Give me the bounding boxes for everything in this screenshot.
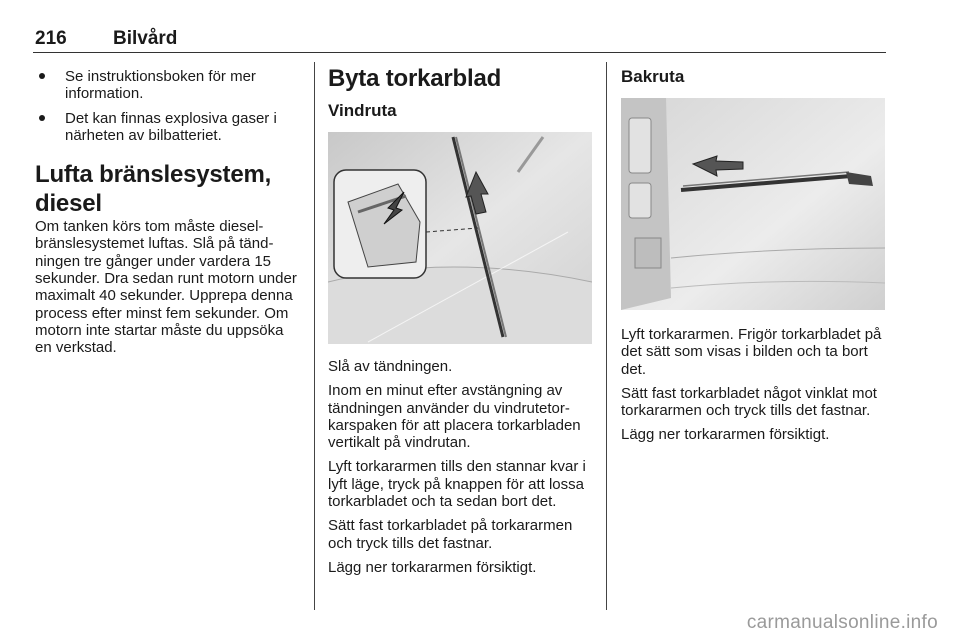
subsection-heading: Vindruta [328,101,397,120]
page-header [33,28,886,53]
bullet-list [35,68,301,144]
body-paragraph: Slå av tändningen. [328,358,453,375]
body-paragraph: Lägg ner torkararmen försiktigt. [328,558,537,576]
windshield-wiper-illustration [328,132,592,344]
section-heading: Lufta bränslesystem, diesel [35,161,272,218]
column-divider [606,62,607,610]
column-divider [314,62,315,610]
column-right [621,62,886,451]
body-paragraph: Sätt fast torkarbladet något vinklat mot torkararmen och tryck tills det fastnar. [621,384,877,420]
body-paragraph: Sätt fast torkarbladet på torkararmen och tryck tills det fastnar. [328,517,573,552]
body-paragraph: Inom en minut efter avstängning av tändningen använder du vindrutetorkarspaken för att placera torkarbladen vertikalt på vindrutan. [328,382,581,452]
column-middle [328,62,594,583]
list-item: Det kan finnas explosiva gaser i närheten av bilbatteriet. [35,110,301,145]
watermark: carmanualsonline.info [746,612,938,633]
subsection-heading: Bakruta [621,67,685,86]
body-paragraph: Lägg ner torkararmen försiktigt. [621,426,830,444]
body-paragraph: Om tanken körs tom måste dieselbränslesystemet luftas. Slå på tändningen tre gånger under vardera 15 sekunder. Dra sedan runt motorn under maximalt 40 sekunder. Upprepa denna process efter minst fem sekunder. Om motorn inte startar måste du uppsöka en verkstad. [35,218,297,357]
body-paragraph: Lyft torkararmen. Frigör torkarbladet på det sätt som visas i bilden och ta bort det. [621,326,882,378]
column-left [35,62,301,364]
bullet-icon [39,115,45,121]
section-title: Bilvård [113,28,178,49]
rear-window-wiper-illustration [621,98,885,310]
section-heading: Byta torkarblad [328,65,502,92]
bullet-icon [39,73,45,79]
page-number: 216 [35,28,67,49]
list-item: Se instruktionsboken för mer information. [35,68,301,103]
body-paragraph: Lyft torkararmen tills den stannar kvar i lyft läge, tryck på knappen för att lossa torkarbladet och ta sedan bort det. [328,458,586,511]
